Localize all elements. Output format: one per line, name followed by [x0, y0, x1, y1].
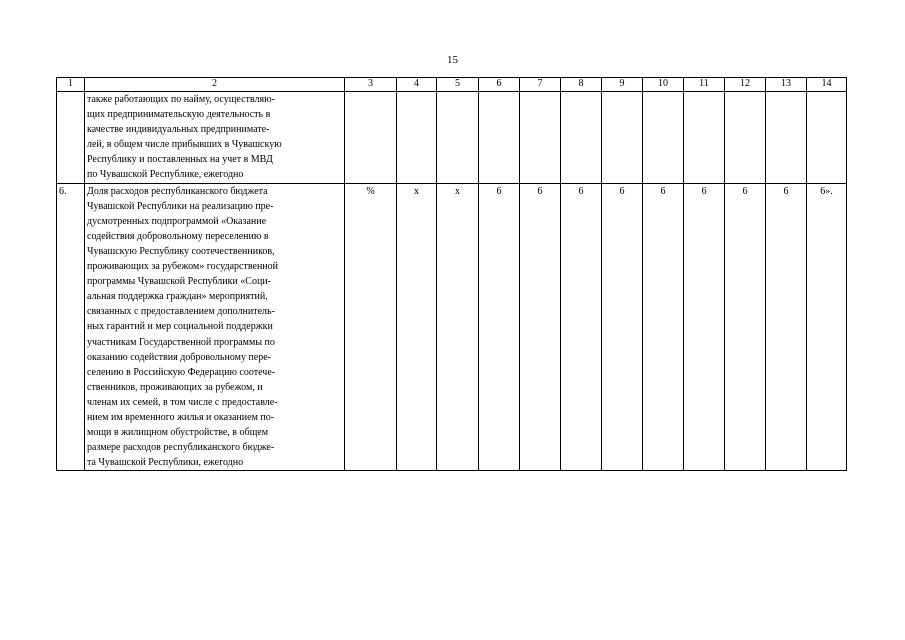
column-number: 3: [345, 78, 397, 92]
column-number: 5: [437, 78, 479, 92]
value-cell: [643, 92, 684, 184]
value-cell: [561, 92, 602, 184]
indicator-description: [85, 183, 345, 471]
column-number: 10: [643, 78, 684, 92]
column-number: 13: [766, 78, 807, 92]
text-line: Чувашскую Республику соотечественников,: [87, 245, 275, 257]
table-row: [57, 92, 847, 184]
value-cell: 6: [766, 183, 807, 471]
value-cell: 6: [479, 183, 520, 471]
value-cell: 6: [520, 183, 561, 471]
column-number: 8: [561, 78, 602, 92]
value-cell: 6: [643, 183, 684, 471]
value-cell: 6: [725, 183, 766, 471]
text-line: Республику и поставленных на учет в МВД: [87, 154, 273, 166]
text-line: проживающих за рубежом» государственной: [87, 261, 279, 273]
text-line: дусмотренных подпрограммой «Оказание: [87, 215, 267, 227]
text-line: селению в Российскую Федерацию соотече-: [87, 366, 276, 378]
text-line: участникам Государственной программы по: [87, 336, 275, 348]
column-number: 4: [397, 78, 437, 92]
value-cell: [397, 92, 437, 184]
table-row: [57, 183, 847, 471]
text-line: щих предпринимательскую деятельность в: [87, 109, 271, 121]
value-cell: [345, 92, 397, 184]
text-line: мощи в жилищном обустройстве, в общем: [87, 427, 269, 439]
text-line: ственников, проживающих за рубежом, и: [87, 381, 263, 393]
indicator-description: [85, 92, 345, 184]
text-line: Доля расходов республиканского бюджета: [87, 185, 268, 197]
text-line: Чувашской Республики на реализацию пре-: [87, 200, 274, 212]
value-cell: [684, 92, 725, 184]
text-line: качестве индивидуальных предпринимате-: [87, 124, 270, 136]
column-number: 7: [520, 78, 561, 92]
text-line: та Чувашской Республики, ежегодно: [87, 457, 244, 469]
value-cell: х: [397, 183, 437, 471]
value-cell: [766, 92, 807, 184]
value-cell: %: [345, 183, 397, 471]
text-line: связанных с предоставлением дополнитель-: [87, 306, 275, 318]
value-cell: х: [437, 183, 479, 471]
text-line: содействия добровольному переселению в: [87, 230, 269, 242]
row-number: 6.: [57, 183, 85, 471]
page-number: 15: [447, 54, 458, 66]
value-cell: [725, 92, 766, 184]
column-number-row: [57, 78, 847, 92]
value-cell: [602, 92, 643, 184]
column-number: 1: [57, 78, 85, 92]
value-cell: [437, 92, 479, 184]
text-line: размере расходов республиканского бюдже-: [87, 442, 275, 454]
column-number: 9: [602, 78, 643, 92]
column-number: 6: [479, 78, 520, 92]
text-line: лей, в общем числе прибывших в Чувашскую: [87, 139, 282, 151]
value-cell: [479, 92, 520, 184]
text-line: оказанию содействия добровольному пере-: [87, 351, 272, 363]
text-line: также работающих по найму, осуществляю-: [87, 94, 275, 105]
value-cell: 6: [602, 183, 643, 471]
value-cell: 6: [561, 183, 602, 471]
column-number: 2: [85, 78, 345, 92]
text-line: по Чувашской Республике, ежегодно: [87, 169, 244, 181]
column-number: 11: [684, 78, 725, 92]
indicator-table: [56, 77, 847, 471]
text-line: альная поддержка граждан» мероприятий,: [87, 291, 268, 303]
text-line: программы Чувашской Республики «Соци-: [87, 276, 272, 288]
column-number: 14: [807, 78, 847, 92]
value-cell: [520, 92, 561, 184]
value-cell: 6: [684, 183, 725, 471]
text-line: ных гарантий и мер социальной поддержки: [87, 321, 273, 333]
row-number: [57, 92, 85, 184]
value-cell: 6».: [807, 183, 847, 471]
text-line: нием им временного жилья и оказанием по-: [87, 411, 275, 423]
text-line: членам их семей, в том числе с предоставле-: [87, 396, 278, 408]
column-number: 12: [725, 78, 766, 92]
value-cell: [807, 92, 847, 184]
